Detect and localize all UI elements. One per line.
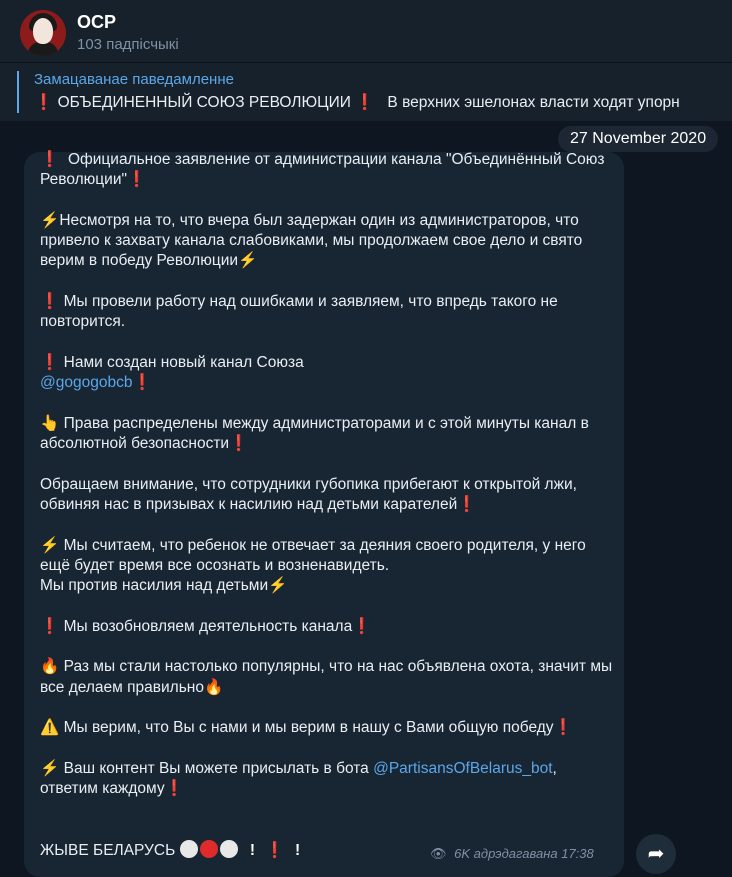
message-meta	[430, 846, 594, 862]
paragraph-arrest	[40, 211, 615, 272]
lightning-icon: ⚡	[40, 211, 60, 229]
channel-title: ОСР	[77, 12, 117, 32]
white-exclamation-icon: !	[294, 842, 301, 859]
avatar-body	[28, 42, 58, 56]
exclamation-icon: ❗	[132, 374, 152, 392]
exclamation-icon: ❗	[40, 617, 60, 635]
fire-icon: 🔥	[203, 678, 224, 696]
pinned-preview-title: ОБЪЕДИНЕННЫЙ СОЮЗ РЕВОЛЮЦИИ	[57, 94, 351, 111]
white-circle-icon	[180, 840, 198, 858]
lightning-icon: ⚡	[238, 252, 258, 270]
paragraph-text: Ваш контент Вы можете присылать в бота	[63, 759, 369, 777]
exclamation-icon: ❗	[457, 496, 477, 514]
bot-link[interactable]: @PartisansOfBelarus_bot	[373, 759, 553, 777]
date-badge: 27 November 2020	[558, 126, 718, 152]
paragraph-resume	[40, 617, 615, 637]
lightning-icon: ⚡	[268, 577, 288, 595]
paragraph-text: Несмотря на то, что вчера был задержан один из администраторов, что привело к захвату канала слабовиками, мы продолжаем свое дело и свято верим в победу Революции	[40, 211, 583, 270]
exclamation-icon: ❗	[34, 94, 54, 111]
pinned-preview	[34, 93, 680, 112]
pinned-indicator-bar	[17, 71, 19, 113]
slogan-text: ЖЫВЕ БЕЛАРУСЬ	[40, 842, 176, 859]
paragraph-text: Нами создан новый канал Союза	[63, 353, 304, 371]
paragraph-text: Мы верим, что Вы с нами и мы верим в нашу с Вами общую победу	[63, 719, 554, 737]
paragraph-text: Мы считаем, что ребенок не отвечает за деяния своего родителя, у него ещё будет время все осознать и возненавидеть.	[40, 536, 586, 574]
paragraph-new-channel	[40, 353, 615, 394]
message-text	[40, 150, 615, 820]
exclamation-icon: ❗	[164, 780, 184, 798]
pinned-label: Замацаванае паведамленне	[34, 71, 234, 88]
paragraph-rights	[40, 414, 615, 455]
share-button[interactable]	[636, 834, 676, 874]
paragraph-content	[40, 759, 615, 800]
share-icon: ➦	[647, 843, 665, 865]
pinned-preview-body: В верхних эшелонах власти ходят упорн	[387, 94, 680, 111]
paragraph-errors	[40, 292, 615, 333]
paragraph-attention	[40, 475, 615, 516]
exclamation-icon: ❗	[229, 435, 249, 453]
paragraph-text: Мы против насилия над детьми	[40, 577, 269, 595]
lightning-icon: ⚡	[40, 536, 60, 554]
paragraph-text: Права распределены между администраторами и с этой минуты канал в абсолютной безопасности	[40, 414, 589, 453]
view-count: 6K	[454, 846, 471, 861]
final-slogan-line	[40, 840, 300, 860]
exclamation-icon: ❗	[265, 842, 285, 859]
paragraph-statement	[40, 150, 615, 191]
paragraph-text: Мы провели работу над ошибками и заявляем, что впредь такого не повторится.	[40, 293, 558, 331]
edited-label: адрэдагавана	[473, 846, 558, 861]
paragraph-text: Мы возобновляем деятельность канала	[63, 617, 353, 635]
exclamation-icon: ❗	[126, 171, 147, 189]
channel-header[interactable]	[0, 0, 732, 62]
paragraph-text: , ответим каждому	[40, 759, 557, 798]
red-circle-icon	[200, 840, 218, 858]
eye-icon: 👁	[430, 846, 447, 861]
exclamation-icon: ❗	[40, 353, 60, 371]
white-exclamation-icon: !	[249, 842, 256, 859]
paragraph-text: Раз мы стали настолько популярны, что на нас объявлена охота, значит мы все делаем правильно	[40, 658, 613, 696]
subscriber-count: 103 падпісчыкі	[77, 36, 179, 53]
pointing-hand-icon: 👆	[40, 414, 60, 432]
paragraph-text: Обращаем внимание, что сотрудники губопика прибегают к открытой лжи, обвиняя нас в призывах к насилию над детьми карателей	[40, 475, 577, 514]
exclamation-icon: ❗	[40, 151, 60, 168]
channel-link[interactable]: @gogogobcb	[40, 374, 133, 392]
warning-icon: ⚠️	[40, 719, 60, 737]
paragraph-children	[40, 536, 615, 597]
exclamation-icon: ❗	[352, 617, 372, 635]
paragraph-believe	[40, 718, 615, 738]
channel-avatar[interactable]	[20, 10, 66, 56]
pinned-message[interactable]	[0, 62, 732, 121]
lightning-icon: ⚡	[40, 759, 60, 777]
avatar-face	[33, 18, 53, 44]
white-circle-icon	[220, 840, 238, 858]
paragraph-popular	[40, 657, 615, 698]
exclamation-icon: ❗	[355, 94, 375, 111]
paragraph-text: Официальное заявление от администрации канала "Объединённый Союз Революции"	[40, 151, 605, 189]
exclamation-icon: ❗	[553, 719, 573, 737]
fire-icon: 🔥	[40, 658, 60, 676]
message-time: 17:38	[561, 846, 594, 861]
exclamation-icon: ❗	[40, 293, 60, 311]
